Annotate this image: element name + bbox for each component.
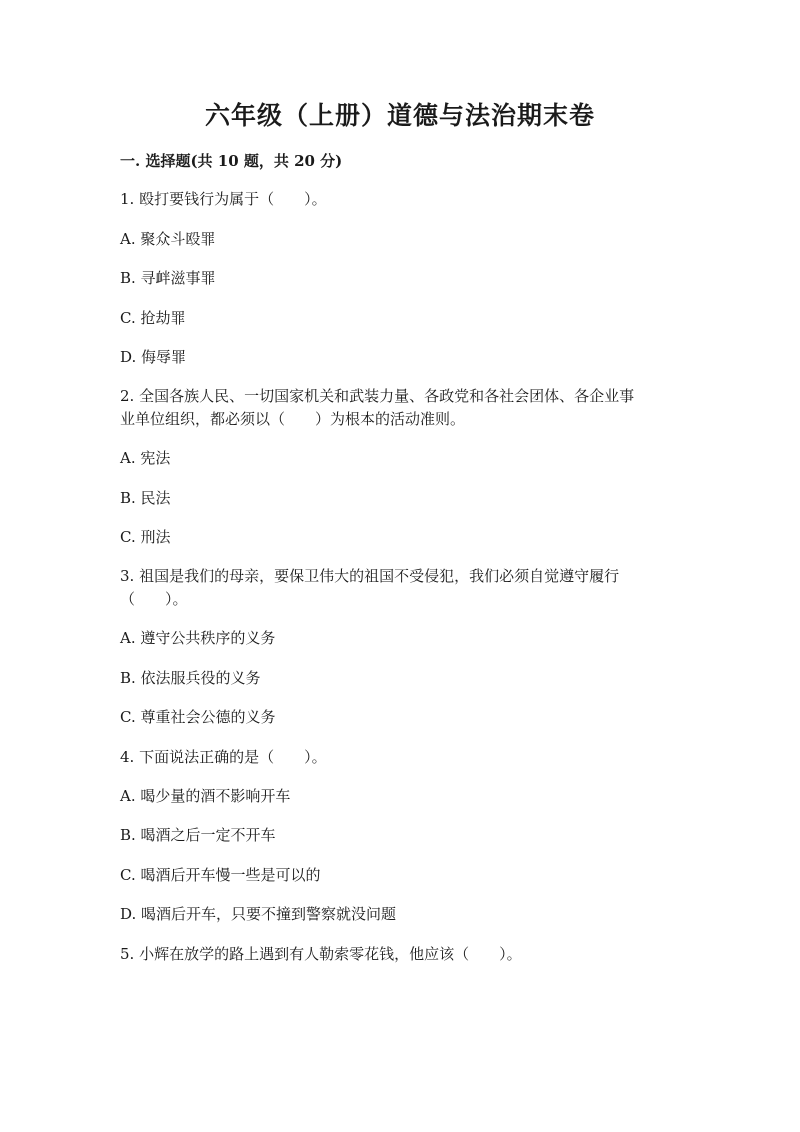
option-b: B. 依法服兵役的义务 bbox=[120, 669, 261, 687]
question-stem-continued: 业单位组织，都必须以（ ）为根本的活动准则。 bbox=[120, 410, 466, 428]
option-b: B. 寻衅滋事罪 bbox=[120, 269, 216, 287]
option-b: B. 喝酒之后一定不开车 bbox=[120, 826, 276, 844]
question-stem: 5. 小辉在放学的路上遇到有人勒索零花钱，他应该（ ）。 bbox=[120, 945, 522, 963]
option-a: A. 聚众斗殴罪 bbox=[120, 230, 216, 248]
section-title: 一. 选择题(共 10 题，共 20 分) bbox=[120, 152, 343, 170]
question-stem: 4. 下面说法正确的是（ ）。 bbox=[120, 748, 327, 766]
option-c: C. 喝酒后开车慢一些是可以的 bbox=[120, 866, 321, 884]
page-title: 六年级（上册）道德与法治期末卷 bbox=[204, 101, 595, 130]
question-stem: 1. 殴打要钱行为属于（ ）。 bbox=[120, 190, 327, 208]
option-c: C. 抢劫罪 bbox=[120, 309, 186, 327]
option-a: A. 宪法 bbox=[120, 449, 171, 467]
option-c: C. 尊重社会公德的义务 bbox=[120, 708, 276, 726]
option-d: D. 侮辱罪 bbox=[120, 348, 187, 366]
option-a: A. 喝少量的酒不影响开车 bbox=[120, 787, 291, 805]
option-d: D. 喝酒后开车，只要不撞到警察就没问题 bbox=[120, 905, 397, 923]
option-c: C. 刑法 bbox=[120, 528, 171, 546]
question-stem: 3. 祖国是我们的母亲，要保卫伟大的祖国不受侵犯，我们必须自觉遵守履行 bbox=[120, 567, 620, 585]
option-b: B. 民法 bbox=[120, 489, 171, 507]
option-a: A. 遵守公共秩序的义务 bbox=[120, 629, 276, 647]
question-stem-continued: （ ）。 bbox=[120, 590, 188, 608]
question-stem: 2. 全国各族人民、一切国家机关和武装力量、各政党和各社会团体、各企业事 bbox=[120, 387, 635, 405]
